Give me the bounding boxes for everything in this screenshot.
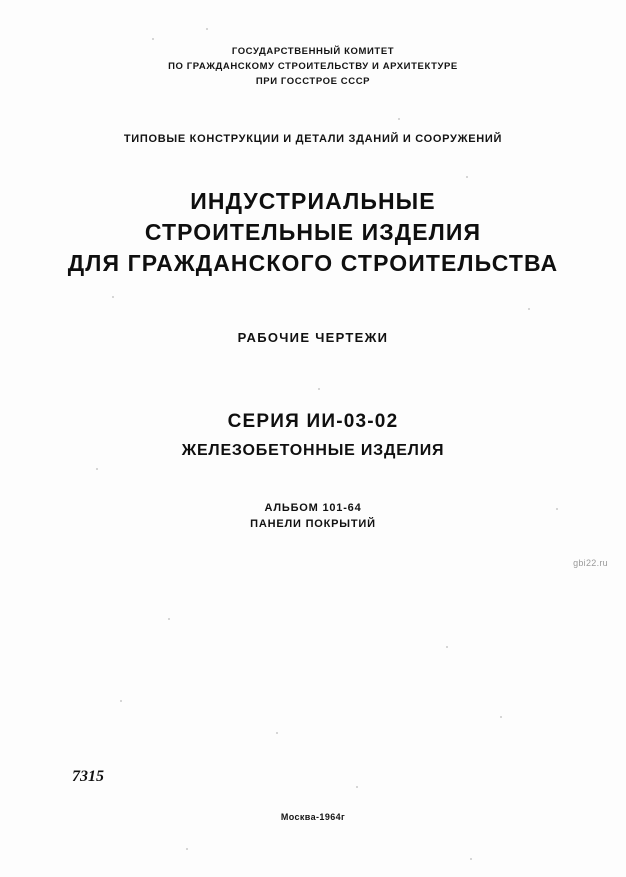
scan-speck — [470, 858, 472, 860]
album-subject: ПАНЕЛИ ПОКРЫТИЙ — [250, 518, 376, 530]
scan-speck — [168, 618, 170, 620]
scan-speck — [356, 786, 358, 788]
page-title-line-1: ИНДУСТРИАЛЬНЫЕ — [190, 188, 436, 214]
issuing-authority-line-1: ГОСУДАРСТВЕННЫЙ КОМИТЕТ — [231, 46, 395, 57]
scan-speck — [186, 848, 188, 850]
page-title-line-2: СТРОИТЕЛЬНЫЕ ИЗДЕЛИЯ — [144, 219, 482, 245]
page-title-line-3: ДЛЯ ГРАЖДАНСКОГО СТРОИТЕЛЬСТВА — [67, 250, 559, 276]
watermark: gbi22.ru — [573, 558, 608, 568]
issuing-authority — [0, 44, 626, 89]
series-subtitle: ЖЕЛЕЗОБЕТОННЫЕ ИЗДЕЛИЯ — [181, 442, 445, 459]
scan-speck — [466, 176, 468, 178]
subject-line: ТИПОВЫЕ КОНСТРУКЦИИ И ДЕТАЛИ ЗДАНИЙ И СООРУЖЕНИЙ — [123, 133, 503, 145]
scan-speck — [112, 296, 114, 298]
scan-speck — [446, 646, 448, 648]
scan-speck — [398, 118, 400, 120]
page-title — [0, 186, 626, 279]
scan-speck — [318, 388, 320, 390]
issuing-authority-line-2: ПО ГРАЖДАНСКОМУ СТРОИТЕЛЬСТВУ И АРХИТЕКТУРЕ — [168, 61, 458, 72]
album-number: АЛЬБОМ 101-64 — [264, 502, 362, 514]
working-drawings-label: РАБОЧИЕ ЧЕРТЕЖИ — [237, 330, 389, 345]
scan-speck — [120, 700, 122, 702]
scan-speck — [96, 468, 98, 470]
scan-speck — [152, 38, 154, 40]
series-number: СЕРИЯ ИИ-03-02 — [227, 411, 399, 432]
scan-speck — [276, 732, 278, 734]
scan-speck — [206, 28, 208, 30]
document-number: 7315 — [72, 768, 104, 785]
album-info — [0, 500, 626, 532]
scan-speck — [500, 716, 502, 718]
imprint: Москва-1964г — [280, 812, 346, 822]
scan-speck — [528, 308, 530, 310]
issuing-authority-line-3: ПРИ ГОССТРОЕ СССР — [255, 76, 371, 87]
